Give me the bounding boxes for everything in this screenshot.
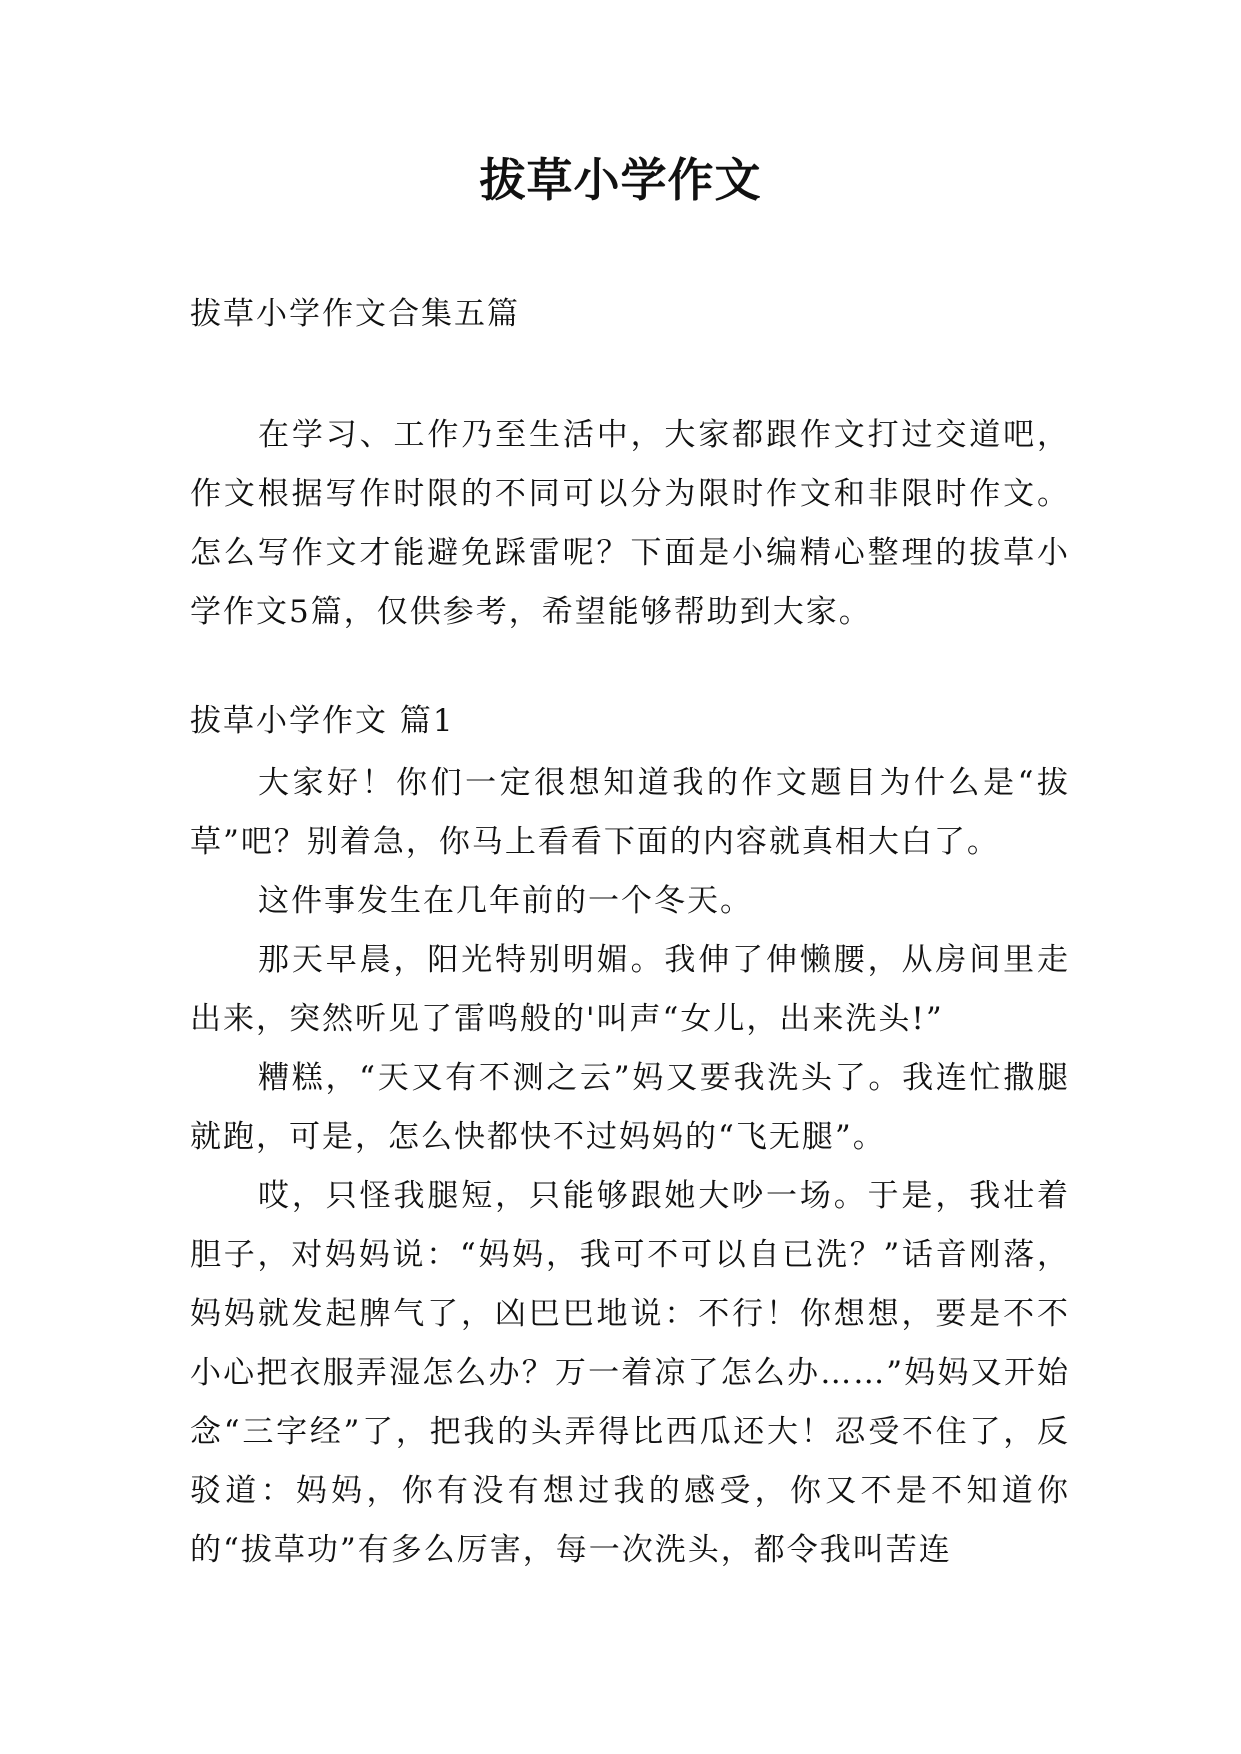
intro-paragraph: 在学习、工作乃至生活中，大家都跟作文打过交道吧，作文根据写作时限的不同可以分为限时作文和非限时作文。怎么写作文才能避免踩雷呢？下面是小编精心整理的拔草小学作文5篇，仅供参考，希望能够帮助到大家。 (190, 417, 1070, 630)
document-subtitle: 拔草小学作文合集五篇 (190, 296, 520, 332)
section-heading: 拔草小学作文 篇1 (190, 703, 455, 739)
document-title: 拔草小学作文 (479, 153, 762, 207)
body-paragraph: 那天早晨，阳光特别明媚。我伸了伸懒腰，从房间里走出来，突然听见了雷鸣般的'叫声“女儿，出来洗头!” (190, 942, 1070, 1037)
body-paragraph: 糟糕，“天又有不测之云”妈又要我洗头了。我连忙撒腿就跑，可是，怎么快都快不过妈妈的“飞无腿”。 (190, 1060, 1070, 1155)
body-paragraph: 哎，只怪我腿短，只能够跟她大吵一场。于是，我壮着胆子，对妈妈说：“妈妈，我可不可以自已洗？”话音刚落，妈妈就发起脾气了，凶巴巴地说：不行！你想想，要是不不小心把衣服弄湿怎么办？万一着凉了怎么办……”妈妈又开始念“三字经”了，把我的头弄得比西瓜还大！忍受不住了，反驳道：妈妈，你有没有想过我的感受，你又不是不知道你的“拔草功”有多么厉害，每一次洗头，都令我叫苦连 (190, 1178, 1070, 1568)
body-paragraph: 大家好！你们一定很想知道我的作文题目为什么是“拔草”吧？别着急，你马上看看下面的内容就真相大白了。 (190, 765, 1070, 860)
body-paragraph: 这件事发生在几年前的一个冬天。 (258, 883, 753, 919)
essay-body (190, 754, 1070, 1580)
